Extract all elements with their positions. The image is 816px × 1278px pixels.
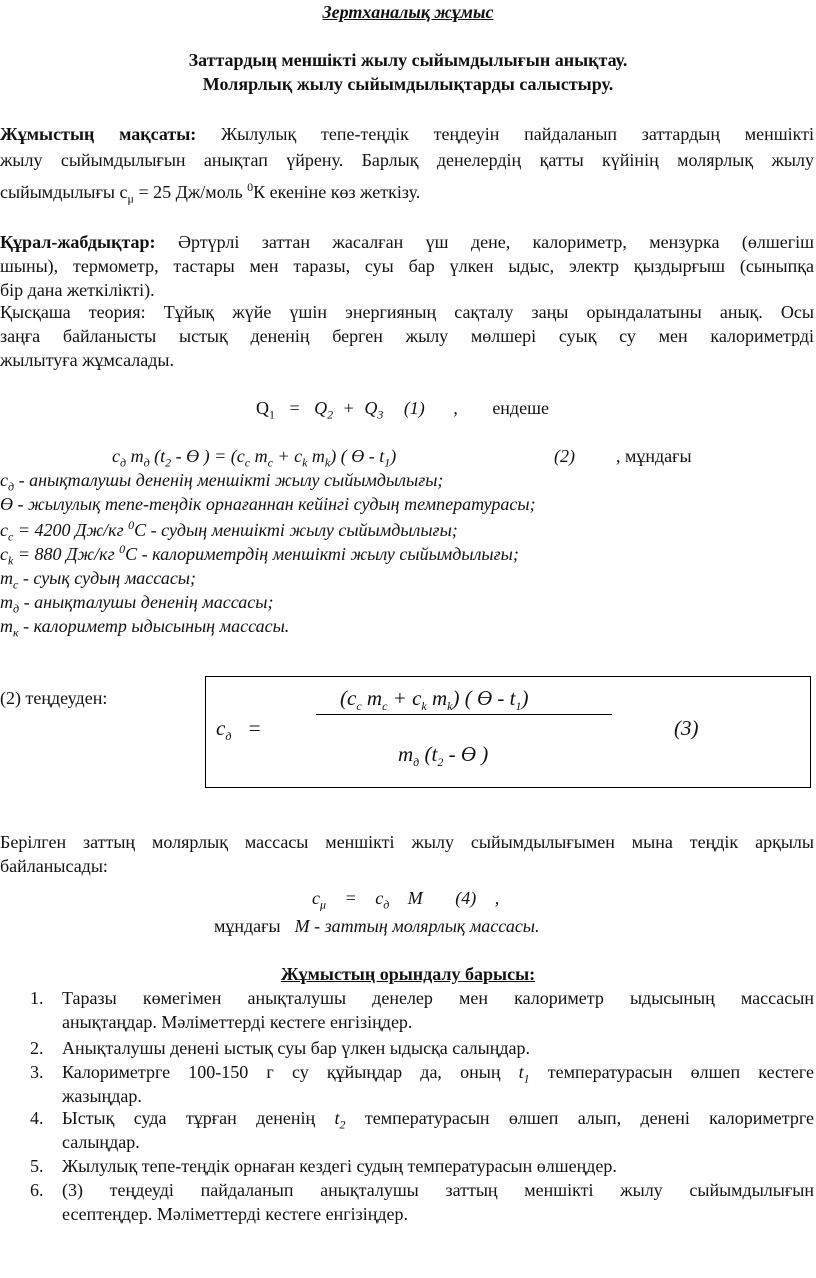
theory-line-2: заңға байланысты ыстық дененің берген жылу мөлшері суық су мен калориметрді bbox=[0, 326, 814, 346]
molar-line-1: Берілген заттың молярлық массасы меншікті жылу сыйымдылығымен мына теңдік арқылы bbox=[0, 832, 814, 852]
theory-line-1: Қысқаша теория: Тұйық жүйе үшін энергияның сақталу заңы орындалатыны анық. Осы bbox=[0, 302, 814, 322]
equation-2-number: (2) bbox=[554, 446, 575, 466]
lab-label: Зертханалық жұмыс bbox=[322, 2, 494, 22]
definition-ck: $c_k = 880$ Дж/кг $^0$C - калориметрдің меншікті жылу сыйымдылығы; bbox=[0, 542, 519, 568]
equation-4-where: мұндағы M - заттың молярлық массасы. bbox=[214, 916, 540, 936]
equation-3-numerator: ($c_c$ $m_c + c_k$ $m_k$) ( Ө - $t_1$) bbox=[340, 686, 529, 714]
definition-mk: $m_к$ - калориметр ыдысының массасы. bbox=[0, 616, 290, 640]
title-line-1: Заттардың меншікті жылу сыйымдылығын анықтау. bbox=[188, 50, 628, 70]
definition-md: $m_д$ - анықталушы дененің массасы; bbox=[0, 592, 274, 616]
equation-2-where: , мұндағы bbox=[616, 446, 692, 466]
equation-3-number: (3) bbox=[674, 716, 699, 740]
equation-3-intro: (2) теңдеуден: bbox=[0, 688, 108, 708]
equipment-line-1: Құрал-жабдықтар: Әртүрлі заттан жасалған үш дене, калориметр, мензурка (өлшегіш bbox=[0, 232, 815, 252]
aim-label: Жұмыстың мақсаты: bbox=[0, 124, 197, 144]
equation-2: $c_д$ $m_д$ ($t_2$ - Ө ) = ($c_c$ $m_c + c_k$ $m_k$) ( Ө - $t_1$) bbox=[112, 446, 397, 470]
aim-line-1: Жұмыстың мақсаты: Жылулық тепе-теңдік теңдеуін пайдаланып заттардың меншікті bbox=[0, 124, 815, 144]
equipment-line-3: бір дана жеткілікті). bbox=[0, 280, 155, 300]
equation-1: $Q_1 = Q_2 + Q_3$ (1) , ендеше bbox=[256, 398, 549, 422]
equation-3-denominator: $m_д$ ($t_2$ - Ө ) bbox=[398, 742, 489, 770]
equipment-label: Құрал-жабдықтар: bbox=[0, 232, 156, 252]
definition-cd: $c_д$ - анықталушы дененің меншікті жылу сыйымдылығы; bbox=[0, 470, 444, 494]
title-line-2: Молярлық жылу сыйымдылықтарды салыстыру. bbox=[202, 74, 614, 94]
definition-theta: Ө - жылулық тепе-теңдік орнағаннан кейінгі судың температурасы; bbox=[0, 494, 536, 514]
aim-line-2: жылу сыйымдылығын анықтап үйрену. Барлық денелердің қатты күйінің молярлық жылу bbox=[0, 150, 814, 170]
fraction-bar bbox=[316, 714, 612, 715]
definition-cc: $c_c = 4200$ Дж/кг $^0$C - судың меншікті жылу сыйымдылығы; bbox=[0, 518, 458, 544]
procedure-title: Жұмыстың орындалу барысы: bbox=[280, 964, 536, 984]
theory-line-3: жылытуға жұмсалады. bbox=[0, 350, 175, 370]
equation-3-lhs: $c_д$ = bbox=[216, 716, 262, 744]
equipment-line-2: шыны), термометр, тастары мен таразы, суы бар үлкен ыдыс, электр қыздырғыш (сыныпқа bbox=[0, 256, 814, 276]
aim-line-3: сыйымдылығы $c_\mu = 25$ Дж/моль $^0$К екеніне көз жеткізу. bbox=[0, 180, 421, 206]
molar-line-2: байланысады: bbox=[0, 856, 108, 876]
equation-4: $c_\mu = c_д$ M (4) , bbox=[312, 888, 500, 912]
definition-mc: $m_c$ - суық судың массасы; bbox=[0, 568, 196, 592]
